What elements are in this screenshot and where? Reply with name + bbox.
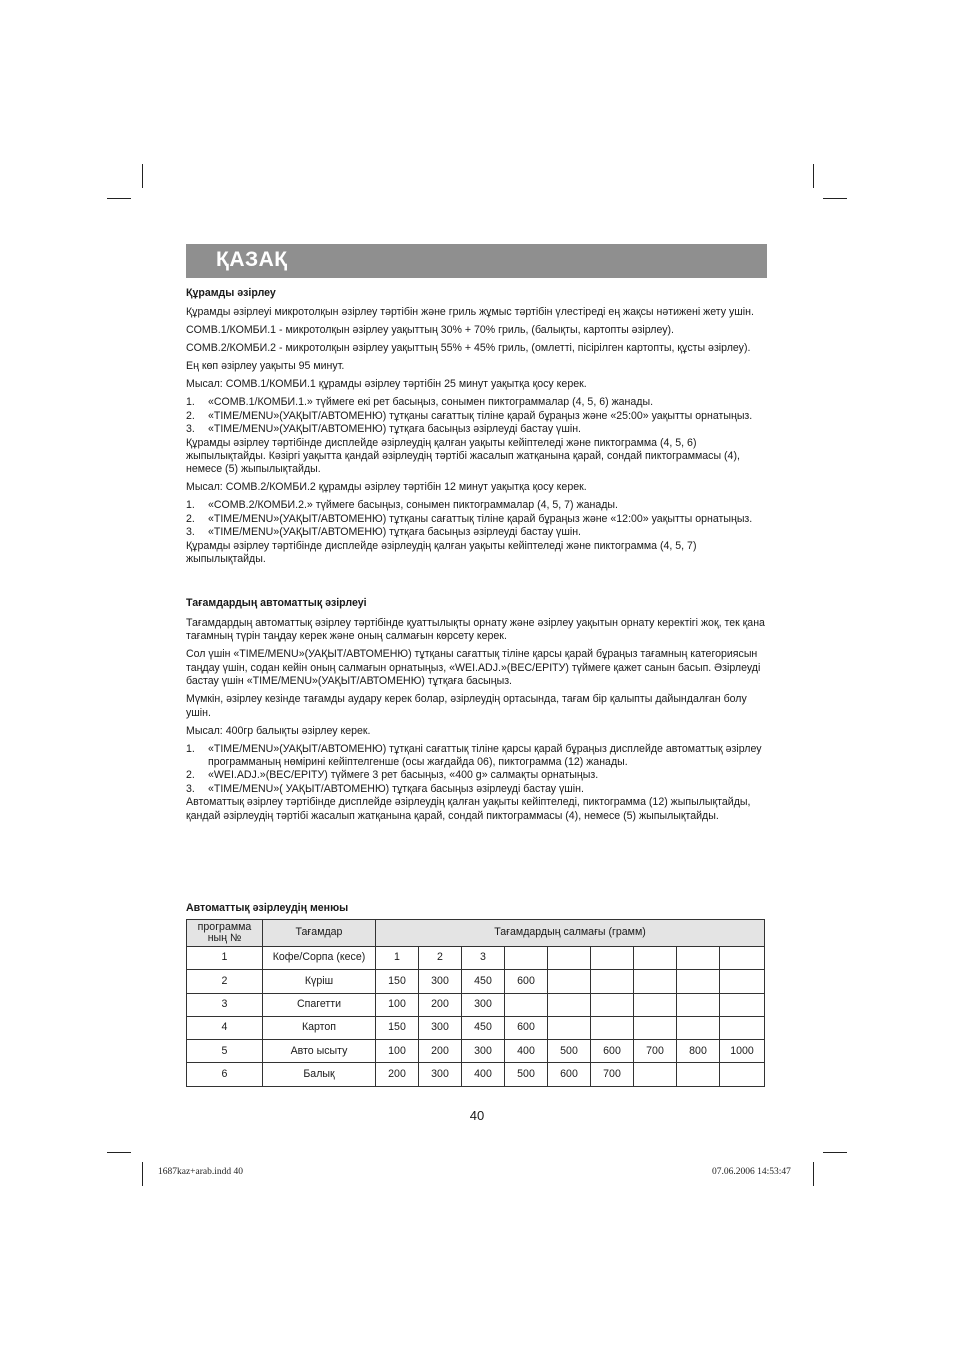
- list-item: 1. «COMB.1/КОМБИ.1.» түймеге екі рет басыңыз, сонымен пиктограммалар (4, 5, 6) жанады.: [186, 396, 654, 409]
- table-cell: 600: [505, 1016, 548, 1039]
- table-cell: 100: [376, 993, 419, 1016]
- table-cell: [591, 993, 634, 1016]
- list-item: 3. «TIME/MENU»(УАҚЫТ/АВТОМЕНЮ) тұтқаға басыңыз әзірлеуді бастау үшін.: [186, 423, 582, 436]
- list-item: 2. «TIME/MENU»(УАҚЫТ/АВТОМЕНЮ) тұтқаны сағаттық тіліне қарай бұраңыз және «25:00» уақытты орнатыңыз.: [186, 409, 753, 422]
- paragraph: Құрамды әзірлеу тәртібінде дисплейде әзірлеудің қалған уақыты кейіптеледі және пиктограмма (4, 5, 7) жыпылықтайды.: [186, 539, 697, 566]
- crop-mark: [142, 164, 143, 188]
- table-cell: 200: [419, 1040, 462, 1063]
- table-cell: [677, 947, 720, 970]
- table-cell: 6: [187, 1063, 263, 1086]
- paragraph: COMB.1/КОМБИ.1 - микротолқын әзірлеу уақыттың 30% + 70% гриль, (балықты, картопты әзірлеу).: [186, 324, 675, 337]
- table-cell: 200: [376, 1063, 419, 1086]
- table-cell: 500: [505, 1063, 548, 1086]
- table-cell: [677, 1016, 720, 1039]
- table-cell: [634, 970, 677, 993]
- crop-mark: [813, 1162, 814, 1186]
- table-row: [187, 947, 765, 970]
- paragraph: COMB.2/КОМБИ.2 - микротолқын әзірлеу уақыттың 55% + 45% гриль, (омлетті, пісірілген картопты, құсты әзірлеу).: [186, 342, 751, 355]
- table-cell: 450: [462, 970, 505, 993]
- page-number: 40: [469, 1108, 485, 1123]
- table-cell: 2: [187, 970, 263, 993]
- table-cell: Спагетти: [263, 993, 376, 1016]
- table-cell: [548, 970, 591, 993]
- step-list: [186, 499, 766, 539]
- paragraph: Тағамдардың автоматтық әзірлеу тәртібінде қуаттылықты орнату және әзірлеу уақытын орнату керектігі жоқ, тек қана тағамның түрін таңдау керек және оның салмағын көрсету керек.: [186, 616, 765, 643]
- table-row: [187, 1040, 765, 1063]
- paragraph: Автоматтық әзірлеу тәртібінде дисплейде әзірлеудің қалған уақыты кейіптеледі, пиктограмма (12) жыпылықтайды, қандай әзірлеудің тәртібі жасалып жатқанына қарай, сондай пиктограммасы (4), немесе (5) жыпылықтайды.: [186, 796, 751, 822]
- list-item: 3. «TIME/MENU»( УАҚЫТ/АВТОМЕНЮ) тұтқаға басыңыз әзірлеуді бастау үшін.: [186, 782, 584, 795]
- step-list: [186, 396, 766, 436]
- table-cell: 800: [677, 1040, 720, 1063]
- table-row: [187, 993, 765, 1016]
- table-cell: [634, 947, 677, 970]
- table-cell: [634, 1016, 677, 1039]
- table-header-row: [187, 920, 765, 947]
- table-row: [187, 1016, 765, 1039]
- table-cell: [720, 1063, 765, 1086]
- auto-menu-table: [186, 919, 765, 1087]
- table-cell: [548, 993, 591, 1016]
- crop-mark: [107, 1152, 131, 1153]
- table-cell: 600: [505, 970, 548, 993]
- table-cell: 300: [462, 1040, 505, 1063]
- table-cell: 3: [462, 947, 505, 970]
- table-cell: 200: [419, 993, 462, 1016]
- table-cell: [548, 1016, 591, 1039]
- table-cell: 600: [591, 1040, 634, 1063]
- table-cell: [677, 993, 720, 1016]
- paragraph: Мысал: COMB.2/КОМБИ.2 құрамды әзірлеу тәртібін 12 минут уақытқа қосу керек.: [186, 481, 587, 494]
- crop-mark: [823, 1152, 847, 1153]
- column-header: программа ның №: [187, 920, 263, 947]
- list-item: 1. «TIME/MENU»(УАҚЫТ/АВТОМЕНЮ) тұтқані сағаттық тіліне қарсы қарай бұраңыз дисплейде автоматтық әзірлеу программаның нөмірині кейіптелгенше (осы жағдайда 06), пиктограмма (12) жанады.: [186, 742, 762, 768]
- table-cell: Авто ысыту: [263, 1040, 376, 1063]
- table-row: [187, 1063, 765, 1086]
- table-cell: 400: [462, 1063, 505, 1086]
- paragraph: Мысал: COMB.1/КОМБИ.1 құрамды әзірлеу тәртібін 25 минут уақытқа қосу керек.: [186, 378, 587, 391]
- main-content: [186, 287, 766, 823]
- crop-mark: [142, 1162, 143, 1186]
- language-banner: [186, 244, 767, 278]
- table-cell: [720, 1016, 765, 1039]
- table-cell: 500: [548, 1040, 591, 1063]
- section-heading-combined: Құрамды әзірлеу: [186, 287, 276, 299]
- table-cell: [505, 993, 548, 1016]
- table-cell: 1000: [720, 1040, 765, 1063]
- table-cell: 5: [187, 1040, 263, 1063]
- table-cell: 150: [376, 970, 419, 993]
- column-header: Тағамдардың салмағы (грамм): [376, 920, 765, 947]
- table-cell: 3: [187, 993, 263, 1016]
- table-cell: 4: [187, 1016, 263, 1039]
- paragraph: Ең көп әзірлеу уақыты 95 минут.: [186, 360, 345, 373]
- table-cell: [720, 993, 765, 1016]
- footer-file: 1687kaz+arab.indd 40: [158, 1167, 244, 1177]
- table-cell: [591, 947, 634, 970]
- table-cell: 300: [462, 993, 505, 1016]
- table-cell: Балық: [263, 1063, 376, 1086]
- table-cell: 1: [376, 947, 419, 970]
- table-cell: 1: [187, 947, 263, 970]
- list-item: 2. «TIME/MENU»(УАҚЫТ/АВТОМЕНЮ) тұтқаны сағаттық тіліне қарай бұраңыз және «12:00» уақытты орнатыңыз.: [186, 512, 753, 525]
- table-cell: 700: [634, 1040, 677, 1063]
- table-cell: [677, 970, 720, 993]
- list-item: 1. «COMB.2/КОМБИ.2.» түймеге басыңыз, сонымен пиктограммалар (4, 5, 7) жанады.: [186, 499, 618, 512]
- table-cell: 2: [419, 947, 462, 970]
- table-cell: [505, 947, 548, 970]
- table-heading: Автоматтық әзірлеудің менюы: [186, 902, 349, 914]
- table-cell: [634, 993, 677, 1016]
- table-cell: [591, 1016, 634, 1039]
- table-cell: 300: [419, 970, 462, 993]
- table-cell: [634, 1063, 677, 1086]
- paragraph: Мүмкін, әзірлеу кезінде тағамды аудару керек болар, әзірлеудің ортасында, тағам бір қалыпты дайындалған болу ушін.: [186, 693, 747, 719]
- list-item: 2. «WEI.ADJ.»(ВЕС/ЕРІТУ) түймеге 3 рет басыңыз, «400 g» салмақты орнатыңыз.: [186, 769, 599, 782]
- table-cell: [720, 947, 765, 970]
- paragraph: Құрамды әзірлеу тәртібінде дисплейде әзірлеудің қалған уақыты кейіптеледі және пиктограмма (4, 5, 6) жыпылықтайды. Кәзіргі уақытта қандай әзірлеудің тәртібі жасалып жатқанына қарай, сондай пиктограммасы (4), немесе (5) жыпылықтайды.: [186, 436, 740, 476]
- paragraph: Сол үшін «TIME/MENU»(УАҚЫТ/АВТОМЕНЮ) тұтқаны сағаттық тіліне қарсы қарай бұраңыз тағамның категориясын таңдау үшін, содан кейін оның салмағын орнатыңыз, «WEI.ADJ.»(ВЕС/ЕРІТУ) түймеге қажет санын басып. Әзірлеуді бастау үшін «TIME/MENU»(УАҚЫТ/АВТОМЕНЮ) тұтқаға басыңыз.: [186, 648, 761, 688]
- column-header: Тағамдар: [263, 920, 376, 947]
- table-cell: [591, 970, 634, 993]
- crop-mark: [107, 198, 131, 199]
- table-cell: 100: [376, 1040, 419, 1063]
- paragraph: Мысал: 400гр балықты әзірлеу керек.: [186, 724, 371, 737]
- table-cell: [720, 970, 765, 993]
- table-cell: Кофе/Сорпа (кесе): [263, 947, 376, 970]
- table-cell: 600: [548, 1063, 591, 1086]
- table-cell: 300: [419, 1016, 462, 1039]
- table-cell: Күріш: [263, 970, 376, 993]
- paragraph: Құрамды әзірлеуі микротолқын әзірлеу тәртібін және гриль жұмыс тәртібін үлестіреді ең жақсы нәтижені жету ушін.: [186, 306, 754, 319]
- table-cell: 700: [591, 1063, 634, 1086]
- crop-mark: [813, 164, 814, 188]
- table-cell: 400: [505, 1040, 548, 1063]
- table-cell: Картоп: [263, 1016, 376, 1039]
- table-cell: 150: [376, 1016, 419, 1039]
- table-cell: 450: [462, 1016, 505, 1039]
- crop-mark: [823, 198, 847, 199]
- table-row: [187, 970, 765, 993]
- list-item: 3. «TIME/MENU»(УАҚЫТ/АВТОМЕНЮ) тұтқаға басыңыз әзірлеуді бастау үшін.: [186, 526, 582, 539]
- table-cell: [677, 1063, 720, 1086]
- step-list: [186, 743, 766, 797]
- section-heading-auto: Тағамдардың автоматтық әзірлеуі: [186, 597, 367, 610]
- banner-title: ҚАЗАҚ: [216, 248, 288, 271]
- table-cell: [548, 947, 591, 970]
- table-cell: 300: [419, 1063, 462, 1086]
- footer-timestamp: 07.06.2006 14:53:47: [712, 1167, 791, 1177]
